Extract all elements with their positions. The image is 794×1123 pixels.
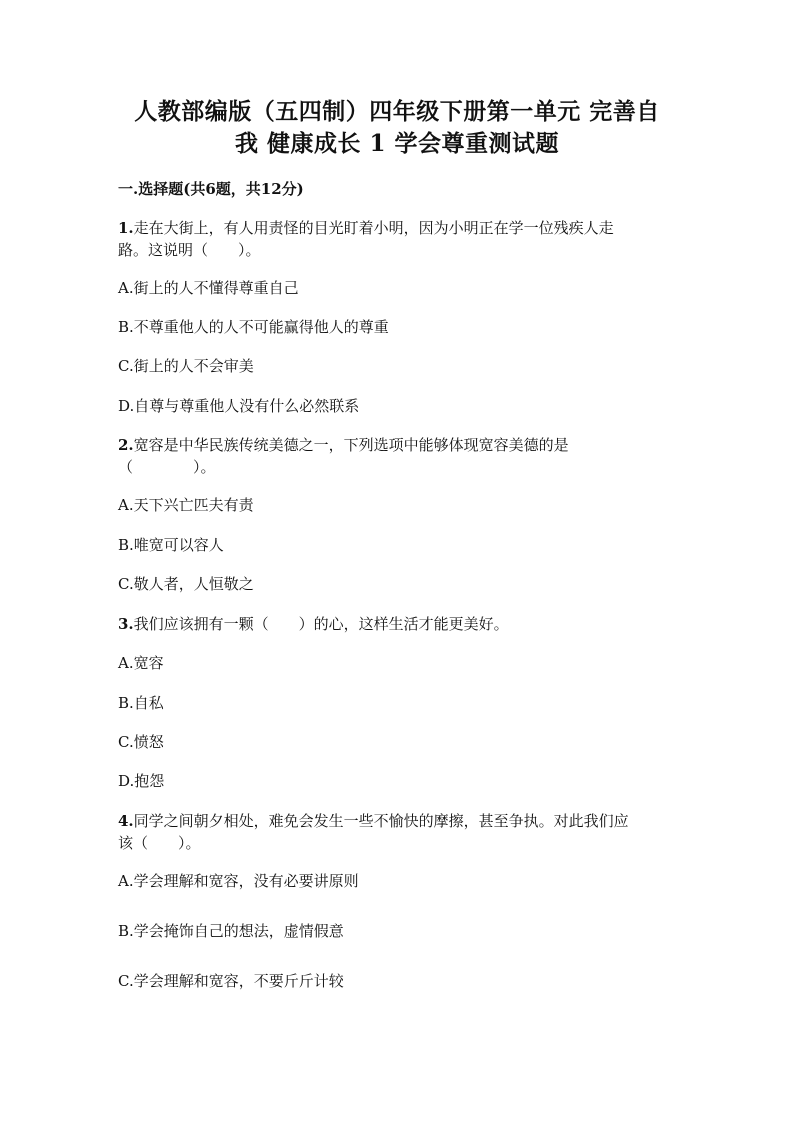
question-4-option-c[interactable]: C.学会理解和宽容，不要斤斤计较	[118, 972, 344, 990]
question-3-option-a[interactable]: A.宽容	[118, 654, 164, 672]
question-4	[118, 810, 678, 854]
question-text-line-1: 宽容是中华民族传统美德之一，下列选项中能够体现宽容美德的是	[133, 436, 569, 454]
question-1-option-a[interactable]: A.街上的人不懂得尊重自己	[118, 279, 299, 297]
question-text-line-1: 走在大街上，有人用责怪的目光盯着小明，因为小明正在学一位残疾人走	[133, 219, 614, 237]
question-text-line-1: 我们应该拥有一颗（ ）的心，这样生活才能更美好。	[133, 615, 509, 633]
question-2-option-c[interactable]: C.敬人者，人恒敬之	[118, 575, 254, 593]
question-number: 1.	[118, 219, 134, 237]
question-number: 2.	[118, 436, 134, 454]
question-3	[118, 613, 678, 635]
question-1-option-d[interactable]: D.自尊与尊重他人没有什么必然联系	[118, 397, 360, 415]
question-number: 4.	[118, 812, 134, 830]
question-text-line-2: 路。这说明（ ）。	[118, 241, 261, 259]
question-3-option-c[interactable]: C.愤怒	[118, 733, 164, 751]
question-1	[118, 217, 678, 261]
question-2-option-b[interactable]: B.唯宽可以容人	[118, 536, 224, 554]
question-4-option-a[interactable]: A.学会理解和宽容，没有必要讲原则	[118, 872, 359, 890]
question-3-option-d[interactable]: D.抱怨	[118, 772, 165, 790]
question-3-option-b[interactable]: B.自私	[118, 694, 164, 712]
question-text-line-1: 同学之间朝夕相处，难免会发生一些不愉快的摩擦，甚至争执。对此我们应	[133, 812, 629, 830]
document-title-line-1: 人教部编版（五四制）四年级下册第一单元 完善自	[134, 98, 660, 125]
section-heading: 一.选择题(共6题，共12分)	[118, 180, 304, 198]
question-text-line-2: 该（ ）。	[118, 834, 201, 852]
question-text-line-2: （ ）。	[118, 458, 216, 476]
question-4-option-b[interactable]: B.学会掩饰自己的想法，虚情假意	[118, 922, 344, 940]
document-title-line-2: 我 健康成长 1 学会尊重测试题	[234, 130, 560, 157]
question-number: 3.	[118, 615, 134, 633]
question-1-option-c[interactable]: C.街上的人不会审美	[118, 357, 254, 375]
question-2	[118, 434, 678, 478]
question-2-option-a[interactable]: A.天下兴亡匹夫有责	[118, 496, 254, 514]
question-1-option-b[interactable]: B.不尊重他人的人不可能赢得他人的尊重	[118, 318, 389, 336]
